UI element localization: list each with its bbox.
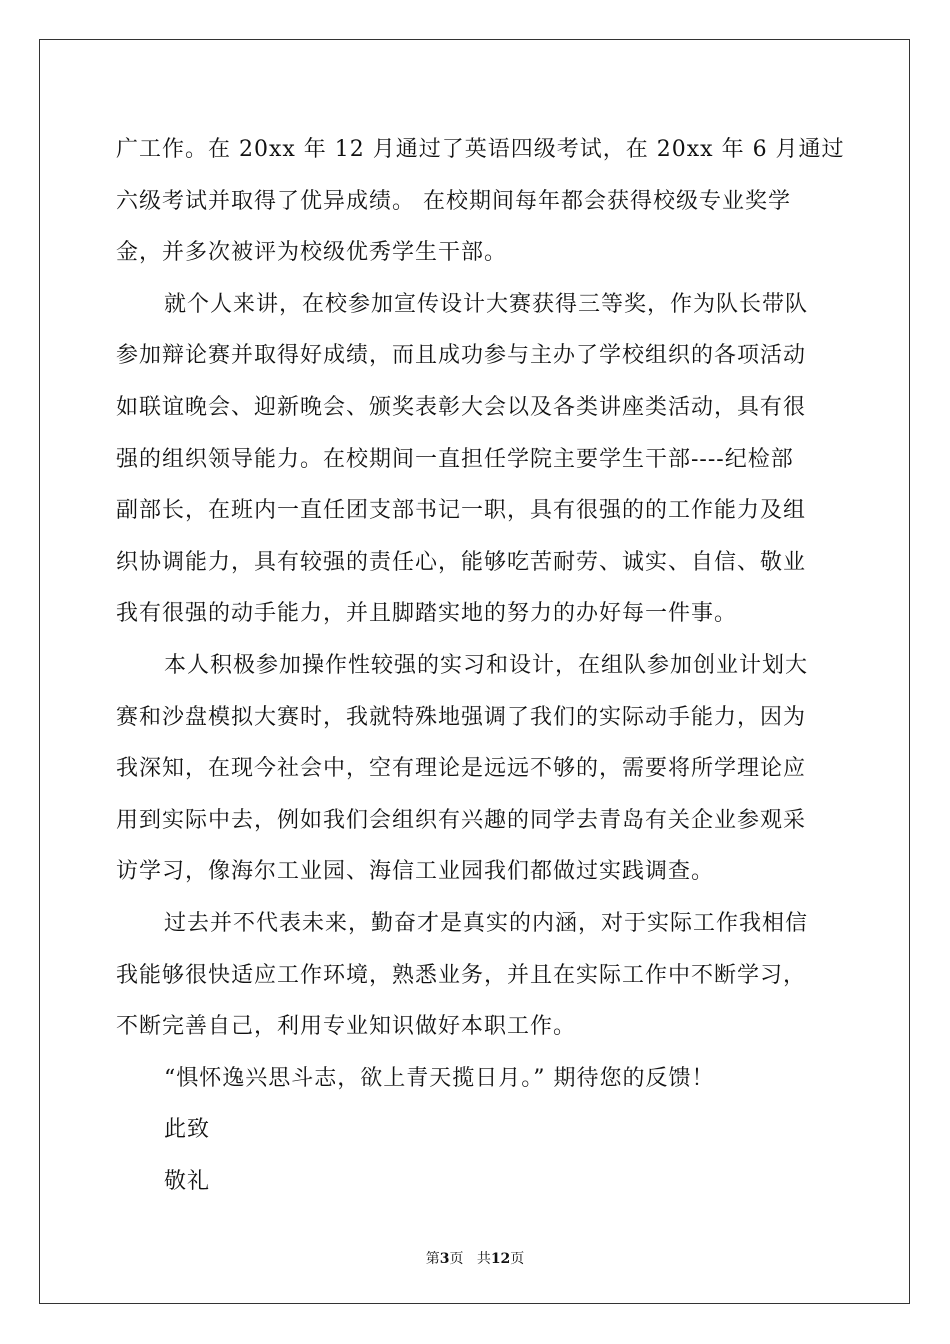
text-line: 本人积极参加操作性较强的实习和设计，在组队参加创业计划大 — [164, 652, 809, 678]
text-line: 金，并多次被评为校级优秀学生干部。 — [116, 240, 508, 266]
text-line: 我能够很快适应工作环境，熟悉业务，并且在实际工作中不断学习， — [116, 962, 807, 988]
total-label-prefix: 共 — [476, 1251, 491, 1267]
closing-salutation: 此致 — [164, 1117, 211, 1143]
text-line: 过去并不代表未来，勤奋才是真实的内涵，对于实际工作我相信 — [164, 910, 809, 936]
document-body — [116, 128, 845, 1211]
text-line: 我深知，在现今社会中，空有理论是远远不够的，需要将所学理论应 — [116, 756, 807, 782]
quote-line: “惧怀逸兴思斗志，欲上青天揽日月。” 期待您的反馈！ — [164, 1065, 715, 1091]
closing-regards: 敬礼 — [164, 1168, 211, 1194]
text-line: 用到实际中去，例如我们会组织有兴趣的同学去青岛有关企业参观采 — [116, 807, 807, 833]
text-line: 六级考试并取得了优异成绩。 在校期间每年都会获得校级专业奖学 — [116, 188, 791, 214]
page-label-prefix: 第 — [425, 1251, 440, 1267]
text-line: 广工作。在 20xx 年 12 月通过了英语四级考试，在 20xx 年 6 月通过 — [116, 137, 845, 162]
text-line: 参加辩论赛并取得好成绩，而且成功参与主办了学校组织的各项活动 — [116, 343, 807, 369]
text-line: 访学习，像海尔工业园、海信工业园我们都做过实践调查。 — [116, 859, 715, 885]
page-footer — [0, 1248, 950, 1268]
text-line: 织协调能力，具有较强的责任心，能够吃苦耐劳、诚实、自信、敬业 — [116, 549, 807, 575]
text-line: 我有很强的动手能力，并且脚踏实地的努力的办好每一件事。 — [116, 601, 738, 627]
total-pages: 12 — [490, 1251, 511, 1267]
page-label-suffix: 页 — [449, 1251, 464, 1267]
page-number: 3 — [439, 1251, 450, 1267]
text-line: 如联谊晚会、迎新晚会、颁奖表彰大会以及各类讲座类活动，具有很 — [116, 394, 807, 420]
text-line: 不断完善自己，利用专业知识做好本职工作。 — [116, 1014, 577, 1040]
text-line: 副部长，在班内一直任团支部书记一职，具有很强的的工作能力及组 — [116, 498, 807, 524]
text-line: 赛和沙盘模拟大赛时，我就特殊地强调了我们的实际动手能力，因为 — [116, 704, 807, 730]
total-label-suffix: 页 — [510, 1251, 525, 1267]
text-line: 就个人来讲，在校参加宣传设计大赛获得三等奖，作为队长带队 — [164, 291, 809, 317]
text-line: 强的组织领导能力。在校期间一直担任学院主要学生干部----纪检部 — [116, 446, 794, 472]
